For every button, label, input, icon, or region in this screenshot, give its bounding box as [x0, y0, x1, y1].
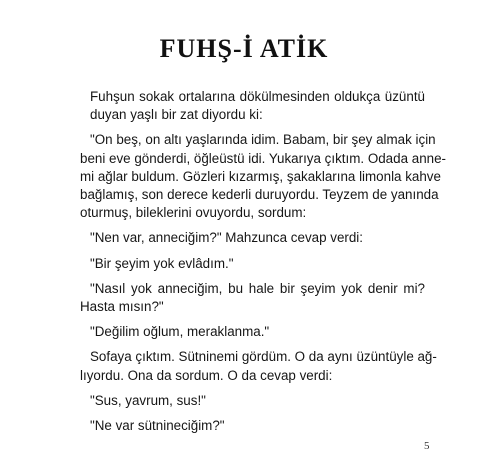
paragraph-9 — [80, 417, 425, 435]
text-line: duyan yaşlı bir zat diyordu ki: — [90, 107, 263, 123]
text-line: "Sus, yavrum, sus!" — [90, 392, 206, 408]
paragraph-3 — [80, 229, 425, 247]
page-number: 5 — [424, 440, 430, 452]
text-line: beni eve gönderdi, öğleüstü idi. Yukarıya çıktım. Odada anne- — [80, 150, 446, 166]
text-line: "On beş, on altı yaşlarında idim. Babam, bir şey almak için — [90, 132, 436, 148]
paragraph-6 — [80, 323, 425, 341]
text-line: oturmuş, bileklerini ovuyordu, sordum: — [80, 205, 307, 221]
paragraph-1 — [80, 88, 425, 124]
text-line: Hasta mısın?" — [80, 299, 164, 315]
paragraph-5 — [80, 280, 425, 316]
text-line: "Ne var sütnineciğim?" — [90, 418, 225, 434]
paragraph-8 — [80, 392, 425, 410]
text-line: "Bir şeyim yok evlâdım." — [90, 255, 234, 271]
text-line: mi ağlar buldum. Gözleri kızarmış, şakaklarına limonla kahve — [80, 168, 441, 184]
text-line: "Nasıl yok anneciğim, bu hale bir şeyim yok denir mi? — [90, 280, 425, 296]
paragraph-4 — [80, 255, 425, 273]
chapter-title: FUHŞ-İ ATİK — [159, 34, 329, 63]
paragraph-7 — [80, 348, 437, 384]
text-line: "Nen var, anneciğim?" Mahzunca cevap verdi: — [90, 230, 363, 246]
text-line: lıyordu. Ona da sordum. O da cevap verdi: — [80, 367, 333, 383]
text-line: bağlamış, son derece kederli duruyordu. Teyzem de yanında — [80, 187, 439, 203]
text-line: Fuhşun sokak ortalarına dökülmesinden oldukça üzüntü — [90, 89, 425, 104]
text-line: "Değilim oğlum, meraklanma." — [90, 324, 270, 340]
text-line: Sofaya çıktım. Sütninemi gördüm. O da aynı üzüntüyle ağ- — [90, 349, 437, 365]
paragraph-2 — [80, 131, 446, 222]
body-text — [80, 88, 446, 442]
